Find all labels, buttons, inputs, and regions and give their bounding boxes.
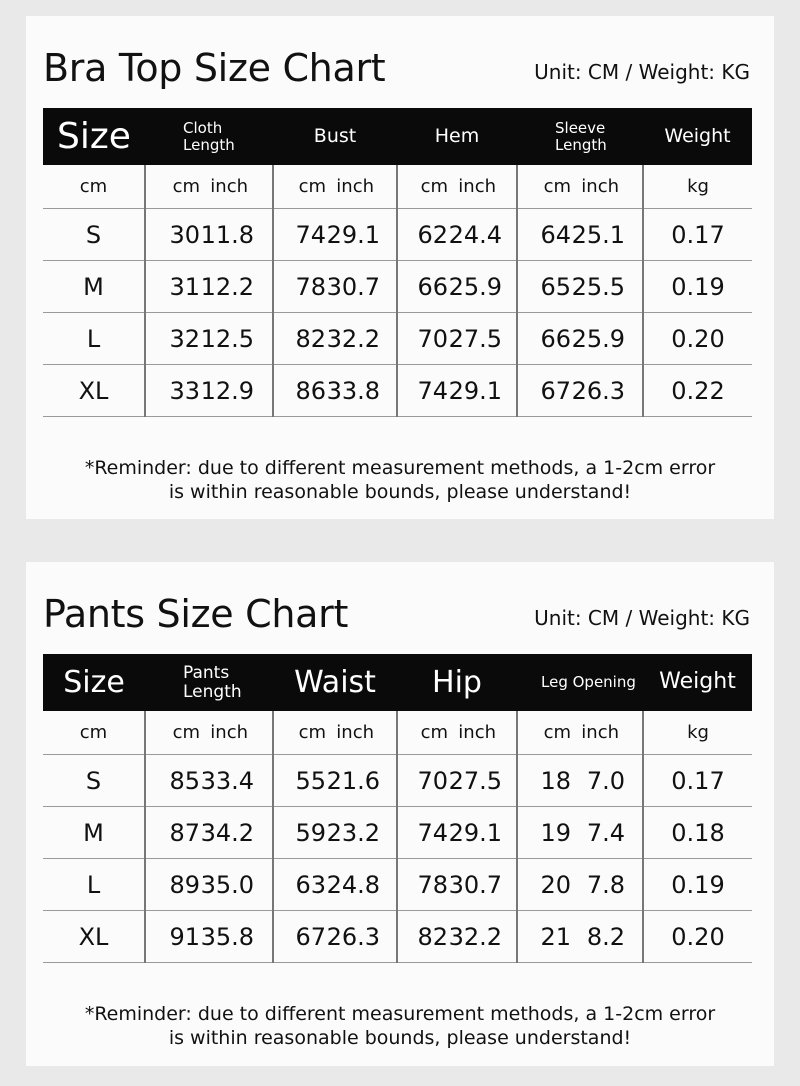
note-line: *Reminder: due to different measurement methods, a 1-2cm error xyxy=(84,457,716,479)
hip-cell: 7429.1 xyxy=(397,807,517,859)
pants-reminder-note xyxy=(26,1002,774,1050)
pants-size-table xyxy=(43,654,752,963)
weight-cell: 0.19 xyxy=(643,261,752,313)
header-size: Size xyxy=(43,108,145,165)
hip-cell: 7830.7 xyxy=(397,859,517,911)
note-line: is within reasonable bounds, please understand! xyxy=(168,481,632,503)
header-leg-opening: Leg Opening xyxy=(517,654,643,711)
pants-unit-label: Unit: CM / Weight: KG xyxy=(534,606,750,630)
table-row xyxy=(43,313,752,365)
hem-cell: 7027.5 xyxy=(397,313,517,365)
header-hip: Hip xyxy=(397,654,517,711)
unit-row xyxy=(43,711,752,755)
pants-chart-title: Pants Size Chart xyxy=(43,592,349,636)
waist-cell: 6324.8 xyxy=(273,859,397,911)
note-line: *Reminder: due to different measurement methods, a 1-2cm error xyxy=(84,1003,716,1025)
unit-cell: cm inch xyxy=(397,711,517,755)
pants-length-cell: 9135.8 xyxy=(145,911,273,963)
bra-chart-title: Bra Top Size Chart xyxy=(43,46,386,90)
bust-cell: 7429.1 xyxy=(273,209,397,261)
header-bust: Bust xyxy=(273,108,397,165)
hem-cell: 6224.4 xyxy=(397,209,517,261)
hip-cell: 8232.2 xyxy=(397,911,517,963)
weight-cell: 0.22 xyxy=(643,365,752,417)
size-cell: M xyxy=(43,807,145,859)
bust-cell: 7830.7 xyxy=(273,261,397,313)
header-pants-length: Pants Length xyxy=(145,654,273,711)
leg-opening-cell: 20 7.8 xyxy=(517,859,643,911)
size-cell: S xyxy=(43,209,145,261)
header-weight: Weight xyxy=(643,108,752,165)
hip-cell: 7027.5 xyxy=(397,755,517,807)
table-row xyxy=(43,807,752,859)
pants-length-cell: 8935.0 xyxy=(145,859,273,911)
header-waist: Waist xyxy=(273,654,397,711)
hem-cell: 6625.9 xyxy=(397,261,517,313)
sleeve-length-cell: 6625.9 xyxy=(517,313,643,365)
header-cloth-length: Cloth Length xyxy=(145,108,273,165)
header-hem: Hem xyxy=(397,108,517,165)
waist-cell: 6726.3 xyxy=(273,911,397,963)
note-line: is within reasonable bounds, please understand! xyxy=(168,1027,632,1049)
bra-unit-label: Unit: CM / Weight: KG xyxy=(534,60,750,84)
bra-size-chart-card xyxy=(26,16,774,519)
cloth-length-cell: 3011.8 xyxy=(145,209,273,261)
waist-cell: 5923.2 xyxy=(273,807,397,859)
header-size: Size xyxy=(43,654,145,711)
cloth-length-cell: 3212.5 xyxy=(145,313,273,365)
unit-row xyxy=(43,165,752,209)
unit-cell: kg xyxy=(643,165,752,209)
hem-cell: 7429.1 xyxy=(397,365,517,417)
size-cell: XL xyxy=(43,911,145,963)
unit-cell: cm xyxy=(43,711,145,755)
size-cell: M xyxy=(43,261,145,313)
bra-reminder-note xyxy=(26,456,774,504)
leg-opening-cell: 19 7.4 xyxy=(517,807,643,859)
bra-size-table xyxy=(43,108,752,417)
table-header-row xyxy=(43,108,752,165)
size-cell: S xyxy=(43,755,145,807)
table-row xyxy=(43,859,752,911)
cloth-length-cell: 3112.2 xyxy=(145,261,273,313)
weight-cell: 0.20 xyxy=(643,911,752,963)
table-row xyxy=(43,261,752,313)
unit-cell: cm inch xyxy=(517,165,643,209)
size-cell: L xyxy=(43,859,145,911)
weight-cell: 0.19 xyxy=(643,859,752,911)
table-row xyxy=(43,911,752,963)
size-cell: XL xyxy=(43,365,145,417)
sleeve-length-cell: 6726.3 xyxy=(517,365,643,417)
pants-length-cell: 8734.2 xyxy=(145,807,273,859)
cloth-length-cell: 3312.9 xyxy=(145,365,273,417)
header-weight: Weight xyxy=(643,654,752,711)
weight-cell: 0.17 xyxy=(643,755,752,807)
unit-cell: cm inch xyxy=(145,711,273,755)
weight-cell: 0.17 xyxy=(643,209,752,261)
table-row xyxy=(43,209,752,261)
bust-cell: 8633.8 xyxy=(273,365,397,417)
sleeve-length-cell: 6425.1 xyxy=(517,209,643,261)
unit-cell: cm xyxy=(43,165,145,209)
leg-opening-cell: 18 7.0 xyxy=(517,755,643,807)
table-row xyxy=(43,755,752,807)
unit-cell: cm inch xyxy=(145,165,273,209)
weight-cell: 0.18 xyxy=(643,807,752,859)
unit-cell: cm inch xyxy=(517,711,643,755)
unit-cell: cm inch xyxy=(397,165,517,209)
sleeve-length-cell: 6525.5 xyxy=(517,261,643,313)
unit-cell: kg xyxy=(643,711,752,755)
table-row xyxy=(43,365,752,417)
leg-opening-cell: 21 8.2 xyxy=(517,911,643,963)
header-sleeve-length: Sleeve Length xyxy=(517,108,643,165)
weight-cell: 0.20 xyxy=(643,313,752,365)
pants-length-cell: 8533.4 xyxy=(145,755,273,807)
size-cell: L xyxy=(43,313,145,365)
unit-cell: cm inch xyxy=(273,165,397,209)
bust-cell: 8232.2 xyxy=(273,313,397,365)
waist-cell: 5521.6 xyxy=(273,755,397,807)
unit-cell: cm inch xyxy=(273,711,397,755)
pants-size-chart-card xyxy=(26,562,774,1066)
table-header-row xyxy=(43,654,752,711)
